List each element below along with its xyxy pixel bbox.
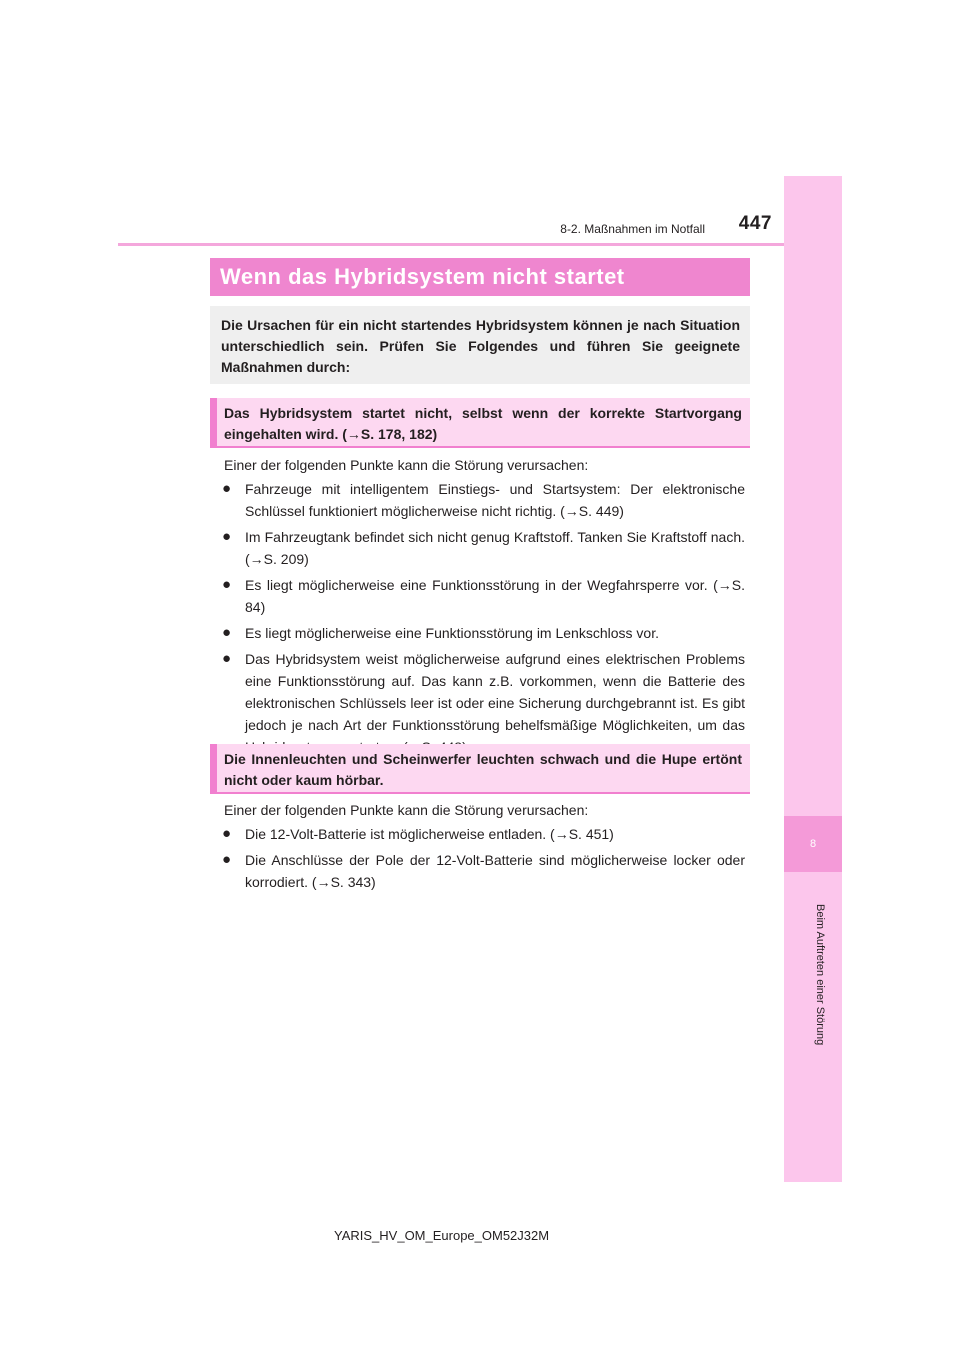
bullet-icon: ● [222, 528, 232, 545]
document-footer: YARIS_HV_OM_Europe_OM52J32M [334, 1228, 550, 1243]
section-1-lead: Einer der folgenden Punkte kann die Störung verursachen: [224, 457, 589, 473]
subheading-no-start: Das Hybridsystem startet nicht, selbst wenn der korrekte Startvorgang eingehalten wird. (→S. 178, 182) [210, 398, 750, 448]
list-item: ● Das Hybridsystem weist möglicherweise aufgrund eines elektrischen Problems eine Funktionsstörung auf. Das kann z.B. vorkommen, wenn die Batterie des elektronischen Schlüssels leer ist oder eine Sicherung durchgebrannt ist. Es gibt jedoch je nach Art der Funktionsstörung behelfsmäßige Möglichkeiten, um das [222, 650, 745, 733]
bullet-icon: ● [222, 576, 232, 593]
list-item: ● Es liegt möglicherweise eine Funktionsstörung in der Wegfahrsperre vor. (→S. 84) [222, 576, 745, 615]
list-item: ● Es liegt möglicherweise eine Funktionsstörung im Lenkschloss vor. [212, 622, 745, 644]
chapter-number: 8 [784, 816, 842, 872]
list-item: ● Fahrzeuge mit intelligentem Einstiegs- und Startsystem: Der elektronische Schlüssel funktioniert möglicherweise nicht richtig. (→S. 449) [222, 480, 745, 519]
bullet-icon: ● [222, 825, 232, 842]
bullet-icon: ● [222, 650, 232, 667]
page-title: Wenn das Hybridsystem nicht startet [210, 258, 750, 296]
list-item: ● Im Fahrzeugtank befindet sich nicht genug Kraftstoff. Tanken Sie Kraftstoff nach. (→S. 209) [222, 528, 745, 567]
section-2-lead: Einer der folgenden Punkte kann die Störung verursachen: [224, 802, 589, 818]
bullet-icon: ● [222, 851, 232, 868]
section-2-bullet-list [212, 823, 745, 897]
bullet-icon: ● [222, 480, 232, 497]
header-rule [118, 243, 784, 246]
page-number: 447 [738, 213, 772, 234]
section-1-bullet-list [212, 478, 745, 762]
intro-box: Die Ursachen für ein nicht startendes Hybridsystem können je nach Situation unterschiedlich sein. Prüfen Sie Folgendes und führen Sie geeignete Maßnahmen durch: [210, 306, 750, 384]
section-label: 8-2. Maßnahmen im Notfall [560, 222, 705, 236]
list-item: ● Die 12-Volt-Batterie ist möglicherweise entladen. (→S. 451) [212, 823, 745, 845]
bullet-icon: ● [222, 624, 232, 641]
list-item: ● Die Anschlüsse der Pole der 12-Volt-Batterie sind möglicherweise locker oder korrodiert. (→S. 343) [222, 851, 745, 890]
subheading-weak-lights: Die Innenleuchten und Scheinwerfer leuchten schwach und die Hupe ertönt nicht oder kaum hörbar. [210, 744, 750, 794]
chapter-title: Beim Auftreten einer Störung [814, 904, 826, 1046]
